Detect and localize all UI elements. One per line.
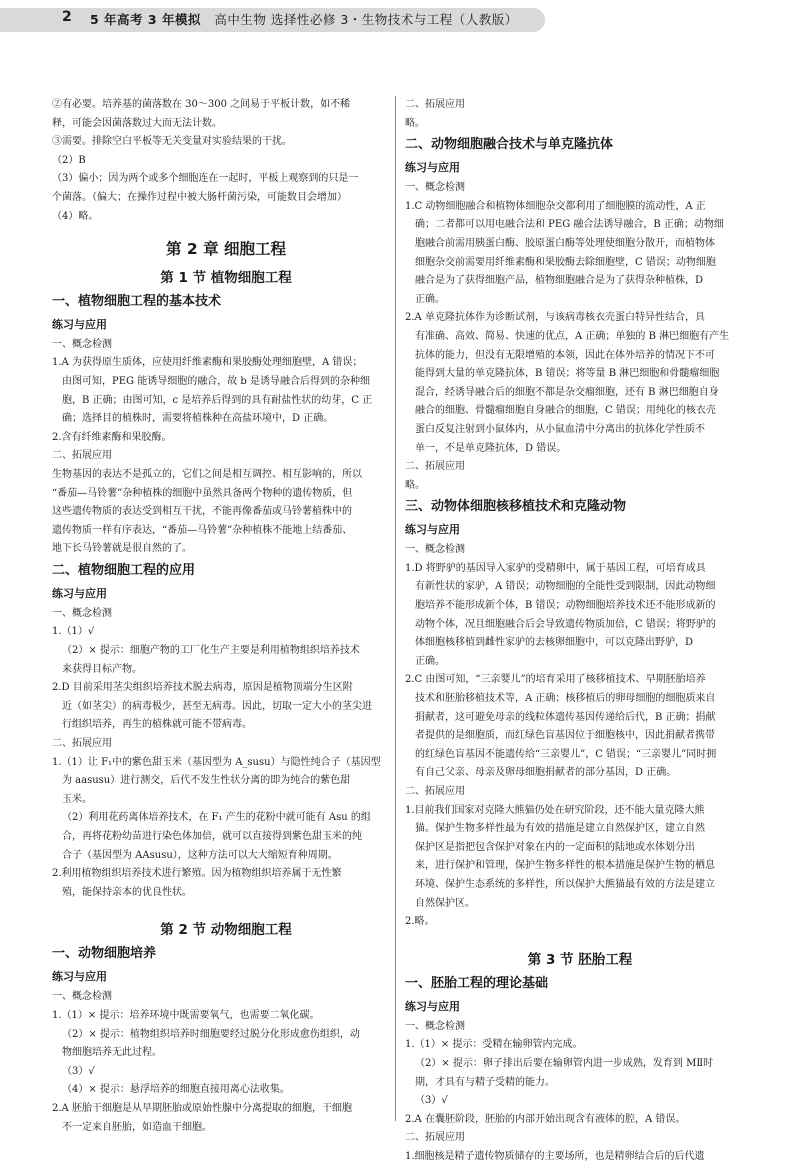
text-line: 2.C 由图可知，“三亲婴儿”的培育采用了核移植技术、早期胚胎培养: [405, 674, 706, 686]
text-line: 2.略。: [405, 916, 435, 928]
text-line: 单一，不是单克隆抗体，D 错误。: [415, 442, 567, 454]
text-line: 合子（基因型为 AAsusu），这种方法可以大大缩短育种周期。: [62, 849, 338, 861]
text-line: ③需要。排除空白平板等无关变量对实验结果的干扰。: [52, 136, 292, 148]
text-line: 一、概念检测: [52, 607, 112, 619]
text-line: （2）B: [52, 154, 86, 166]
text-line: 有自己父亲、母亲及卵母细胞捐献者的部分基因，D 正确。: [415, 767, 677, 779]
text-line: 二、拓展应用: [405, 99, 465, 110]
exercise-heading: 练习与应用: [52, 317, 107, 331]
text-line: 不一定来自胚胎，如造血干细胞。: [62, 1121, 212, 1133]
text-line: （4）略。: [52, 210, 99, 222]
text-line: 来获得目标产物。: [62, 663, 142, 675]
text-line: 胞融合前需用胰蛋白酶、胶原蛋白酶等处理使细胞分散开，而植物体: [415, 237, 715, 249]
text-line: 融合的细胞、骨髓瘤细胞自身融合的细胞，C 错误；用纯化的核衣壳: [415, 405, 716, 417]
text-line: 合，再将花粉幼苗进行染色体加倍，就可以直接得到紫色甜玉米的纯: [62, 831, 362, 842]
text-line: 技术和胚胎移植技术等，A 正确；核移植后的卵母细胞的细胞质来自: [415, 693, 716, 705]
text-line: 这些遗传物质的表达受到相互干扰，不能再像番茄或马铃薯植株中的: [52, 506, 352, 518]
exercise-heading: 练习与应用: [52, 970, 107, 984]
text-line: 捐献者，这可避免母亲的线粒体遗传基因传递给后代，B 正确；捐献: [415, 711, 716, 723]
text-line: 2.A 在囊胚阶段，胚胎的内部开始出现含有液体的腔，A 错误。: [405, 1113, 686, 1125]
page-header: [0, 0, 800, 40]
section-title: 第 3 节 胚胎工程: [527, 951, 633, 968]
text-line: 一、概念检测: [52, 991, 112, 1003]
subsection-title: 一、植物细胞工程的基本技术: [52, 293, 222, 309]
text-line: 胞培养不能形成新个体，B 错误；动物细胞培养技术还不能形成新的: [415, 600, 716, 612]
text-line: 释，可能会因菌落数过大而无法计数。: [52, 117, 222, 129]
text-line: 猫。保护生物多样性最为有效的措施是建立自然保护区，建立自然: [415, 823, 705, 835]
text-line: 个菌落。（偏大；在操作过程中被大肠杆菌污染，可能数目会增加）: [52, 191, 347, 203]
text-line: 正确。: [415, 655, 445, 667]
subsection-title: 二、动物细胞融合技术与单克隆抗体: [405, 137, 614, 153]
text-line: 1.D 将野驴的基因导入家驴的受精卵中，属于基因工程，可培育成具: [405, 562, 706, 574]
exercise-heading: 练习与应用: [405, 523, 460, 537]
section-title: 第 2 节 动物细胞工程: [160, 922, 292, 939]
text-line: 保护区是指把包含保护对象在内的一定面积的陆地或水体划分出: [415, 841, 695, 853]
text-line: 1.C 动物细胞融合和植物体细胞杂交都利用了细胞膜的流动性，A 正: [405, 200, 706, 212]
text-line: （3）偏小；因为两个或多个细胞连在一起时，平板上观察到的只是一: [52, 173, 359, 185]
text-line: 一、概念检测: [52, 338, 112, 350]
text-line: 二、拓展应用: [52, 450, 112, 462]
text-line: （3）√: [62, 1065, 95, 1077]
text-line: 一、概念检测: [405, 182, 465, 194]
text-line: 物细胞培养无此过程。: [62, 1047, 162, 1059]
text-line: 1.细胞核是精子遗传物质储存的主要场所，也是精卵结合后的后代遗: [405, 1150, 705, 1162]
text-line: 混合，经诱导融合后的细胞不都是杂交瘤细胞，还有 B 淋巴细胞自身: [415, 386, 719, 398]
book-subtitle: 高中生物 选择性必修 3・生物技术与工程（人教版）: [214, 12, 518, 27]
text-line: 殖，能保持亲本的优良性状。: [62, 886, 192, 898]
chapter-title: 第 2 章 细胞工程: [166, 240, 286, 259]
text-line: 蛋白反复注射到小鼠体内，从小鼠血清中分离出的抗体化学性质不: [415, 423, 705, 435]
text-line: 者提供的是细胞质，而红绿色盲基因位于细胞核中，因此捐献者携带: [415, 730, 715, 742]
text-line: 一、概念检测: [405, 1020, 465, 1032]
text-line: 确；选择目的植株时，需要将植株种在高盐环境中，D 正确。: [62, 413, 334, 425]
brand-name: 5 年高考 3 年模拟: [90, 12, 201, 27]
text-line: 地下长马铃薯就是很自然的了。: [52, 543, 192, 555]
text-line: 有新性状的家驴，A 错误；动物细胞的全能性受到限制，因此动物细: [415, 581, 716, 593]
text-line: 细胞杂交前需要用纤维素酶和果胶酶去除细胞壁，C 错误；动物细胞: [415, 256, 716, 268]
text-line: 近（如茎尖）的病毒极少，甚至无病毒。因此，切取一定大小的茎尖进: [62, 700, 372, 712]
section-title: 第 1 节 植物细胞工程: [160, 269, 292, 286]
subsection-title: 一、胚胎工程的理论基础: [405, 975, 549, 991]
text-line: 二、拓展应用: [52, 738, 112, 750]
exercise-heading: 练习与应用: [52, 586, 107, 600]
exercise-heading: 练习与应用: [405, 999, 460, 1013]
text-line: （2）× 提示：卵子排出后要在输卵管内进一步成熟，发育到 MⅡ时: [415, 1057, 714, 1069]
text-line: 1.（1）√: [52, 626, 95, 638]
text-line: 略。: [405, 479, 425, 491]
text-line: 2.含有纤维素酶和果胶酶。: [52, 431, 172, 443]
spacer: [405, 932, 755, 946]
text-line: 抗体的能力，但没有无限增殖的本领，因此在体外培养的情况下不可: [415, 349, 715, 361]
text-line: 能得到大量的单克隆抗体，B 错误；将等量 B 淋巴细胞和骨髓瘤细胞: [415, 368, 720, 380]
page-number: 2: [62, 9, 72, 25]
spacer: [52, 902, 400, 916]
text-line: 融合是为了获得细胞产品，植物细胞融合是为了获得杂种植株，D: [415, 275, 704, 287]
text-line: 有准确、高效、简易、快速的优点，A 正确；单独的 B 淋巴细胞有产生: [415, 330, 730, 342]
text-line: 二、拓展应用: [405, 461, 465, 473]
text-line: 为 aasusu）进行测交，后代不发生性状分离的即为纯合的紫色甜: [62, 775, 351, 787]
text-line: 胞，B 正确；由图可知，c 是培养后得到的具有耐盐性状的幼芽，C 正: [62, 394, 373, 406]
text-line: 的红绿色盲基因不能遗传给“三亲婴儿”，C 错误；“三亲婴儿”同时拥: [415, 748, 717, 760]
text-line: 环境、保护生态系统的多样性，所以保护大熊猫最有效的方法是建立: [415, 878, 715, 890]
subsection-title: 三、动物体细胞核移植技术和克隆动物: [405, 499, 627, 515]
text-line: 1.（1）× 提示：受精在输卵管内完成。: [405, 1039, 583, 1051]
text-line: 正确。: [415, 293, 445, 305]
subsection-title: 二、植物细胞工程的应用: [52, 562, 196, 578]
subsection-title: 一、动物细胞培养: [52, 946, 157, 962]
text-line: 1.目前我们国家对克隆大熊猫仍处在研究阶段，还不能大量克隆大熊: [405, 804, 705, 816]
text-line: 确；二者都可以用电融合法和 PEG 融合法诱导融合，B 正确；动物细: [415, 219, 724, 231]
text-line: “番茄—马铃薯”杂种植株的细胞中虽然具备两个物种的遗传物质，但: [52, 487, 353, 499]
text-line: 2.利用植物组织培养技术进行繁殖。因为植物组织培养属于无性繁: [52, 868, 342, 880]
text-line: 自然保护区。: [415, 897, 475, 909]
text-line: 生物基因的表达不是孤立的，它们之间是相互调控、相互影响的，所以: [52, 468, 362, 480]
text-line: 由图可知，PEG 能诱导细胞的融合，故 b 是诱导融合后得到的杂种细: [62, 375, 370, 387]
text-line: 略。: [405, 117, 425, 129]
text-line: 玉米。: [62, 793, 92, 805]
text-line: 期，才具有与精子受精的能力。: [415, 1076, 555, 1088]
text-line: 一、概念检测: [405, 544, 465, 556]
text-line: 1.（1）让 F₁中的紫色甜玉米（基因型为 A_susu）与隐性纯合子（基因型: [52, 756, 381, 768]
text-line: （2）× 提示：细胞产物的工厂化生产主要是利用植物组织培养技术: [62, 645, 360, 657]
text-line: 二、拓展应用: [405, 786, 465, 797]
text-line: 2.D 目前采用茎尖组织培养技术脱去病毒，原因是植物顶端分生区附: [52, 682, 353, 694]
text-line: 1.A 为获得原生质体，应使用纤维素酶和果胶酶处理细胞壁，A 错误；: [52, 357, 363, 369]
right-column: [405, 96, 755, 1167]
left-column: [52, 96, 400, 1137]
text-line: （2）利用花药离体培养技术，在 F₁ 产生的花粉中就可能有 Asu 的组: [62, 812, 371, 824]
text-line: ②有必要。培养基的菌落数在 30～300 之间易于平板计数，如不稀: [52, 99, 351, 110]
header-title: [90, 10, 518, 28]
text-line: （2）× 提示：植物组织培养时细胞要经过脱分化形成愈伤组织，动: [62, 1028, 360, 1040]
text-line: 2.A 单克隆抗体作为诊断试剂，与该病毒核衣壳蛋白特异性结合，具: [405, 312, 705, 324]
text-line: 行组织培养，再生的植株就可能不带病毒。: [62, 719, 252, 731]
text-line: 动物个体，况且细胞融合后会导致遗传物质加倍，C 错误；将野驴的: [415, 618, 716, 630]
text-line: 二、拓展应用: [405, 1132, 465, 1144]
text-line: （4）× 提示：悬浮培养的细胞直接用离心法收集。: [62, 1084, 290, 1096]
text-line: 来，进行保护和管理，保护生物多样性的根本措施是保护生物的栖息: [415, 860, 715, 872]
text-line: 体细胞核移植到雌性家驴的去核卵细胞中，可以克隆出野驴，D: [415, 637, 694, 649]
text-line: 遗传物质一样有序表达，“番茄—马铃薯”杂种植株不能地上结番茄、: [52, 524, 353, 536]
text-line: （3）√: [415, 1095, 448, 1107]
text-line: 2.A 胚胎干细胞是从早期胚胎或原始性腺中分离提取的细胞，干细胞: [52, 1102, 352, 1114]
text-line: 1.（1）× 提示：培养环境中既需要氧气，也需要二氧化碳。: [52, 1009, 320, 1021]
exercise-heading: 练习与应用: [405, 161, 460, 175]
